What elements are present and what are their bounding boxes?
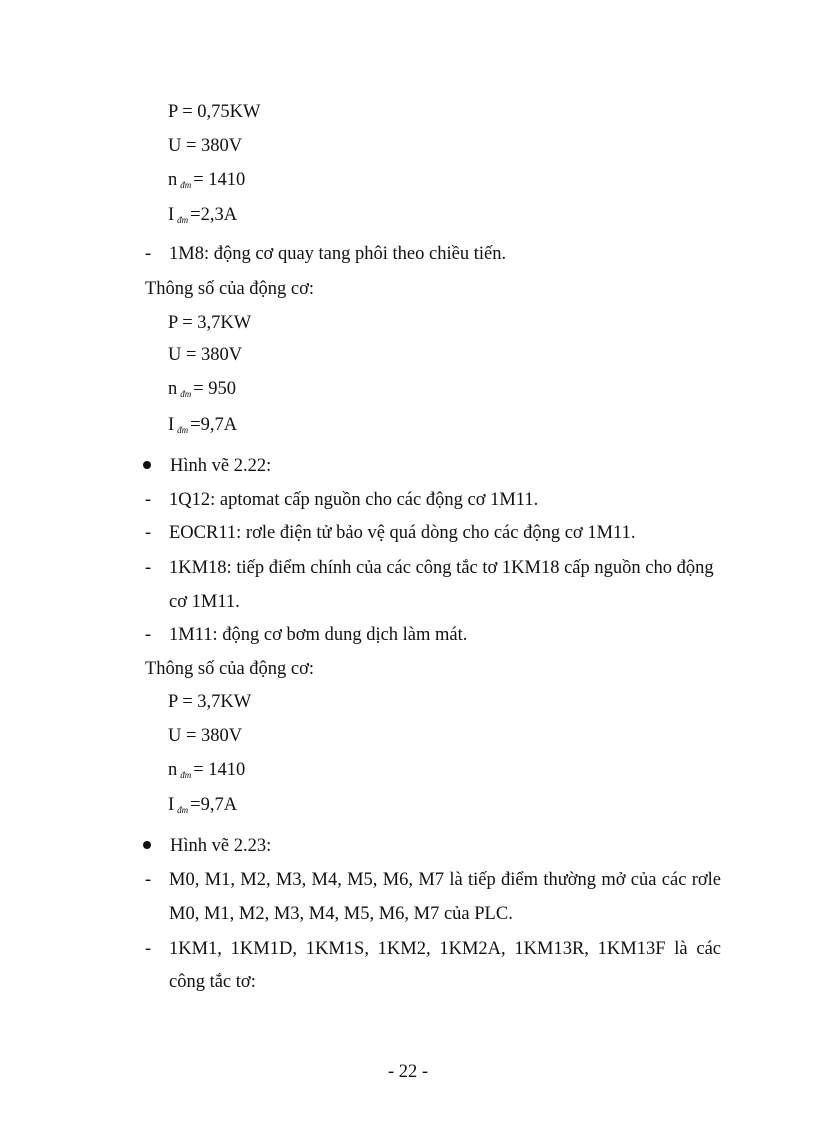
list-item-text: 1M8: động cơ quay tang phôi theo chiều tiến. (169, 244, 507, 264)
list-item-text: 1Q12: aptomat cấp nguồn cho các động cơ 1M11. (169, 490, 539, 510)
param-speed (168, 168, 245, 197)
dash-marker: - (145, 490, 152, 510)
list-item-continuation: cơ 1M11. (169, 592, 240, 612)
param-voltage: U = 380V (168, 345, 243, 365)
bullet-icon (143, 834, 151, 858)
param-power: P = 3,7KW (168, 313, 252, 333)
param-power: P = 3,7KW (168, 692, 252, 712)
param-current (168, 203, 237, 232)
list-item-text: M0, M1, M2, M3, M4, M5, M6, M7 là tiếp điểm thường mở của các rơle (169, 870, 721, 890)
param-speed-value: = 1410 (193, 760, 246, 780)
dash-marker: - (145, 625, 152, 645)
param-voltage: U = 380V (168, 136, 243, 156)
dash-marker: - (145, 523, 152, 543)
param-speed-symbol: n (168, 379, 178, 399)
dash-marker: - (145, 939, 152, 959)
param-current-value: =2,3A (190, 205, 238, 225)
bullet-icon (143, 454, 151, 478)
param-current-symbol: I (168, 795, 175, 815)
param-current-symbol: I (168, 415, 175, 435)
param-current (168, 413, 237, 442)
list-item-text: EOCR11: rơle điện tử bảo vệ quá dòng cho các động cơ 1M11. (169, 523, 636, 543)
param-power: P = 0,75KW (168, 102, 261, 122)
param-current-subscript: đm (177, 425, 189, 435)
param-speed-subscript: đm (180, 770, 192, 780)
params-heading: Thông số của động cơ: (145, 279, 315, 299)
param-speed (168, 377, 236, 406)
dash-marker: - (145, 558, 152, 578)
list-item-text: 1KM18: tiếp điểm chính của các công tắc tơ 1KM18 cấp nguồn cho động (169, 558, 714, 578)
list-item-text: 1M11: động cơ bơm dung dịch làm mát. (169, 625, 468, 645)
list-item-continuation: công tắc tơ: (169, 972, 256, 992)
param-speed-value: = 950 (193, 379, 237, 399)
param-current (168, 793, 237, 822)
list-item-text: 1KM1, 1KM1D, 1KM1S, 1KM2, 1KM2A, 1KM13R, 1KM13F là các (169, 939, 721, 959)
param-speed-subscript: đm (180, 389, 192, 399)
param-speed-symbol: n (168, 170, 178, 190)
figure-title: Hình vẽ 2.22: (170, 456, 272, 476)
param-speed (168, 758, 245, 787)
params-heading: Thông số của động cơ: (145, 659, 315, 679)
dash-marker: - (145, 870, 152, 890)
list-item-continuation: M0, M1, M2, M3, M4, M5, M6, M7 của PLC. (169, 904, 513, 924)
param-current-value: =9,7A (190, 415, 238, 435)
param-current-symbol: I (168, 205, 175, 225)
page-number: - 22 - (387, 1062, 429, 1082)
param-speed-symbol: n (168, 760, 178, 780)
param-current-value: =9,7A (190, 795, 238, 815)
param-current-subscript: đm (177, 805, 189, 815)
param-speed-value: = 1410 (193, 170, 246, 190)
param-voltage: U = 380V (168, 726, 243, 746)
dash-marker: - (145, 244, 152, 264)
param-current-subscript: đm (177, 215, 189, 225)
figure-title: Hình vẽ 2.23: (170, 836, 272, 856)
param-speed-subscript: đm (180, 180, 192, 190)
